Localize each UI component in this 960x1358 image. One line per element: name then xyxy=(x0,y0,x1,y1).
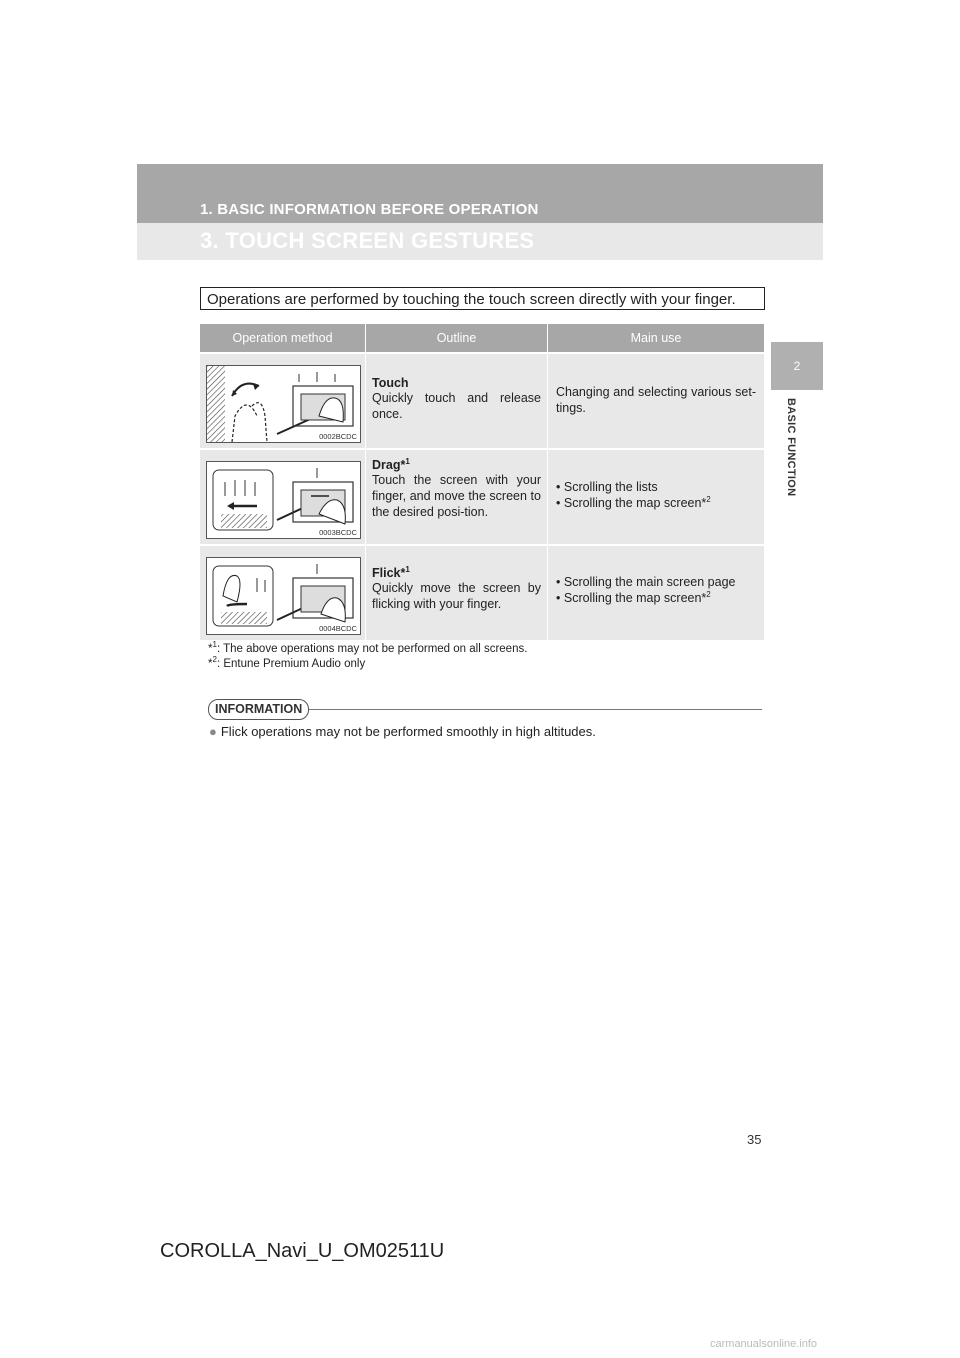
flick-outline-cell xyxy=(366,545,548,640)
flick-illustration-cell xyxy=(200,545,366,640)
chapter-side-label: BASIC FUNCTION xyxy=(785,398,797,497)
drag-gesture-illustration xyxy=(206,461,361,539)
op-desc-flick: Quickly move the screen by flicking with your finger. xyxy=(372,581,541,611)
information-badge: INFORMATION xyxy=(208,699,309,720)
table-row-flick xyxy=(200,545,764,640)
header-operation-method: Operation method xyxy=(200,324,366,353)
table-row-drag xyxy=(200,449,764,545)
gestures-table xyxy=(200,324,764,640)
document-code: COROLLA_Navi_U_OM02511U xyxy=(160,1240,445,1262)
op-name-drag: Drag*$^1$ xyxy=(372,456,410,472)
chapter-number-tab: 2 xyxy=(771,342,823,390)
touch-gesture-illustration xyxy=(206,365,361,443)
op-name-touch: Touch xyxy=(372,376,409,390)
header-bar xyxy=(137,164,823,260)
intro-box: Operations are performed by touching the touch screen directly with your finger. xyxy=(200,287,765,310)
header-main-use: Main use xyxy=(548,324,765,353)
header-outline: Outline xyxy=(366,324,548,353)
op-desc-drag: Touch the screen with your finger, and move the screen to the desired posi-tion. xyxy=(372,473,541,519)
image-code: 0003BCDC xyxy=(319,528,357,537)
touch-outline-cell xyxy=(366,353,548,449)
list-item: • Scrolling the map screen*$^2$ xyxy=(556,495,756,511)
drag-illustration-cell xyxy=(200,449,366,545)
page-number: 35 xyxy=(747,1132,762,1147)
table-header-row xyxy=(200,324,764,353)
list-item: • Scrolling the lists xyxy=(556,479,756,495)
image-code: 0002BCDC xyxy=(319,432,357,441)
image-code: 0004BCDC xyxy=(319,624,357,633)
watermark: carmanualsonline.info xyxy=(710,1338,818,1350)
flick-gesture-illustration xyxy=(206,557,361,635)
information-item: ● Flick operations may not be performed smoothly in high altitudes. xyxy=(209,724,596,739)
bullet-circle-icon: ● xyxy=(209,724,217,739)
section-title: 1. BASIC INFORMATION BEFORE OPERATION xyxy=(200,201,539,218)
flick-use-list xyxy=(556,574,756,606)
table-row-touch xyxy=(200,353,764,449)
drag-use-list xyxy=(556,479,756,511)
footnote-2: *$^2$: Entune Premium Audio only xyxy=(208,655,366,670)
list-item: • Scrolling the map screen*$^2$ xyxy=(556,590,756,606)
op-desc-touch: Quickly touch and release once. xyxy=(372,391,541,421)
touch-main-use-cell xyxy=(548,353,765,449)
footnote-1: *$^1$: The above operations may not be performed on all screens. xyxy=(208,640,528,655)
touch-illustration-cell xyxy=(200,353,366,449)
list-item: • Scrolling the main screen page xyxy=(556,574,756,590)
flick-main-use-cell xyxy=(548,545,765,640)
op-name-flick: Flick*$^1$ xyxy=(372,564,410,580)
footnotes xyxy=(208,642,527,672)
use-text-touch: Changing and selecting various set-tings. xyxy=(556,385,756,415)
drag-outline-cell xyxy=(366,449,548,545)
drag-main-use-cell xyxy=(548,449,765,545)
chapter-title: 3. TOUCH SCREEN GESTURES xyxy=(200,228,535,253)
